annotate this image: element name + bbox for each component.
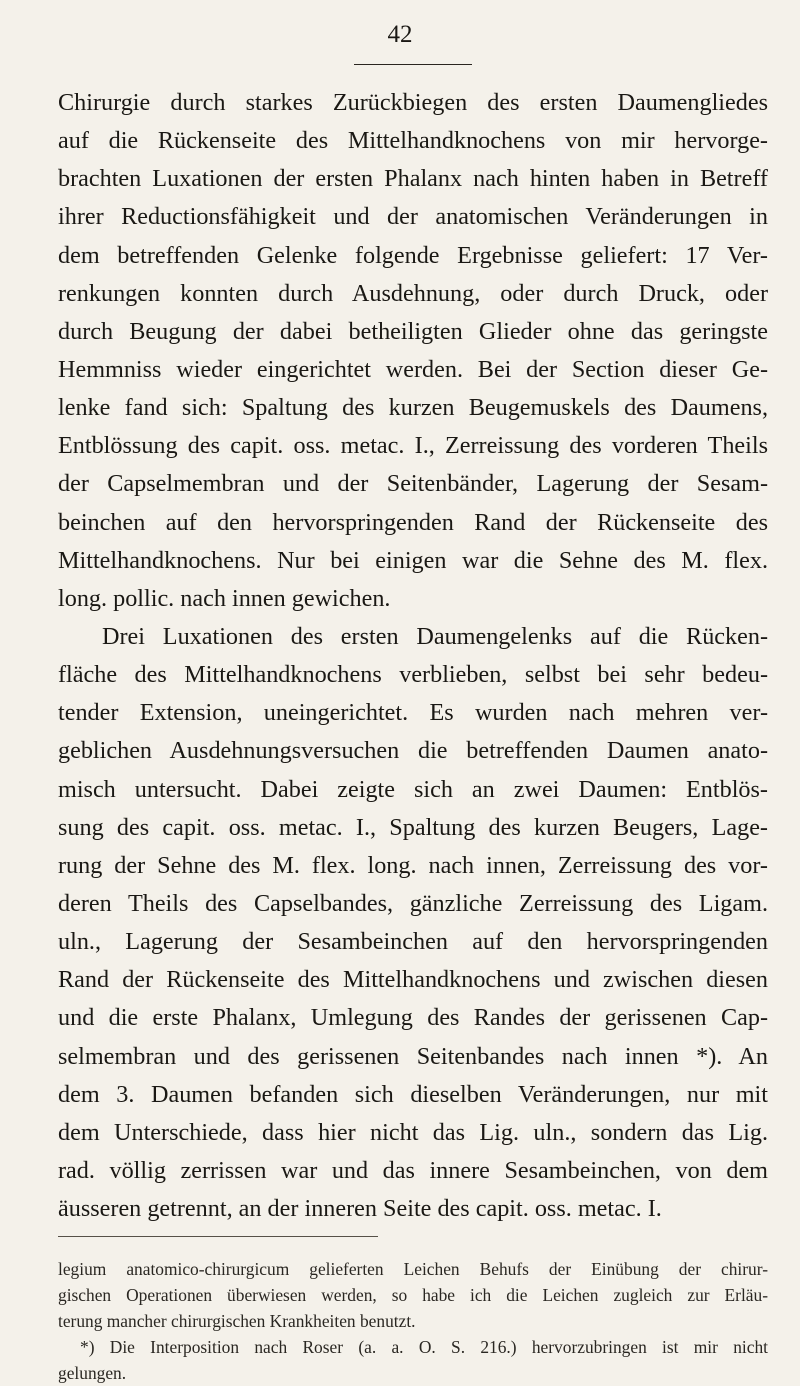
body-line: rung der Sehne des M. flex. long. nach innen, Zerreissung des vor- [58,851,768,879]
body-line: misch untersucht. Dabei zeigte sich an zwei Daumen: Entblös- [58,775,768,803]
body-line: und die erste Phalanx, Umlegung des Randes der gerissenen Cap- [58,1004,768,1032]
body-line: der Capselmembran und der Seitenbänder, Lagerung der Sesam- [58,470,768,498]
body-line: Chirurgie durch starkes Zurückbiegen des ersten Daumengliedes [58,89,768,116]
body-text [58,84,768,1228]
footnote-rule [58,1236,378,1237]
footnote-line: *) Die Interposition nach Roser (a. a. O. S. 216.) hervorzubringen ist mir nicht [80,1337,768,1357]
body-line: Entblössung des capit. oss. metac. I., Zerreissung des vorderen Theils [58,432,768,460]
header-rule [354,64,472,65]
body-line: fläche des Mittelhandknochens verblieben, selbst bei sehr bedeu- [58,661,768,689]
body-line: beinchen auf den hervorspringenden Rand der Rückenseite des [58,508,768,536]
body-line: Mittelhandknochens. Nur bei einigen war die Sehne des M. flex. [58,546,768,574]
body-line: dem Unterschiede, dass hier nicht das Lig. uln., sondern das Lig. [58,1118,768,1146]
body-line: äusseren getrennt, an der inneren Seite des capit. oss. metac. I. [58,1195,662,1223]
body-line: selmembran und des gerissenen Seitenbandes nach innen *). An [58,1042,768,1070]
footnote-line: gischen Operationen überwiesen werden, so habe ich die Leichen zugleich zur Erläu- [58,1285,768,1305]
body-line: tender Extension, uneingerichtet. Es wurden nach mehren ver- [58,699,768,727]
body-line: Hemmniss wieder eingerichtet werden. Bei der Section dieser Ge- [58,355,768,383]
body-line: uln., Lagerung der Sesambeinchen auf den hervorspringenden [58,928,768,956]
body-line: dem 3. Daumen befanden sich dieselben Veränderungen, nur mit [58,1080,768,1108]
page-number: 42 [387,21,413,48]
body-line: rad. völlig zerrissen war und das innere Sesambeinchen, von dem [58,1156,768,1184]
body-line: deren Theils des Capselbandes, gänzliche Zerreissung des Ligam. [58,889,768,917]
body-line: long. pollic. nach innen gewichen. [58,584,391,612]
body-line: ihrer Reductionsfähigkeit und der anatomischen Veränderungen in [58,203,768,231]
body-line: brachten Luxationen der ersten Phalanx nach hinten haben in Betreff [58,165,768,193]
body-line: sung des capit. oss. metac. I., Spaltung des kurzen Beugers, Lage- [58,813,768,841]
body-line: dem betreffenden Gelenke folgende Ergebnisse geliefert: 17 Ver- [58,241,768,269]
body-line: auf die Rückenseite des Mittelhandknochens von mir hervorge- [58,127,768,155]
body-line: Rand der Rückenseite des Mittelhandknochens und zwischen diesen [58,966,768,994]
body-line: durch Beugung der dabei betheiligten Glieder ohne das geringste [58,317,768,345]
body-line: Drei Luxationen des ersten Daumengelenks auf die Rücken- [102,622,768,650]
footnotes [58,1256,768,1386]
body-line: renkungen konnten durch Ausdehnung, oder durch Druck, oder [58,279,768,307]
footnote-line: terung mancher chirurgischen Krankheiten benutzt. [58,1311,416,1331]
body-line: lenke fand sich: Spaltung des kurzen Beugemuskels des Daumens, [58,394,768,422]
body-line: geblichen Ausdehnungsversuchen die betreffenden Daumen anato- [58,737,768,765]
footnote-line: legium anatomico-chirurgicum gelieferten Leichen Behufs der Einübung der chirur- [58,1259,768,1279]
footnote-line: gelungen. [58,1363,127,1383]
